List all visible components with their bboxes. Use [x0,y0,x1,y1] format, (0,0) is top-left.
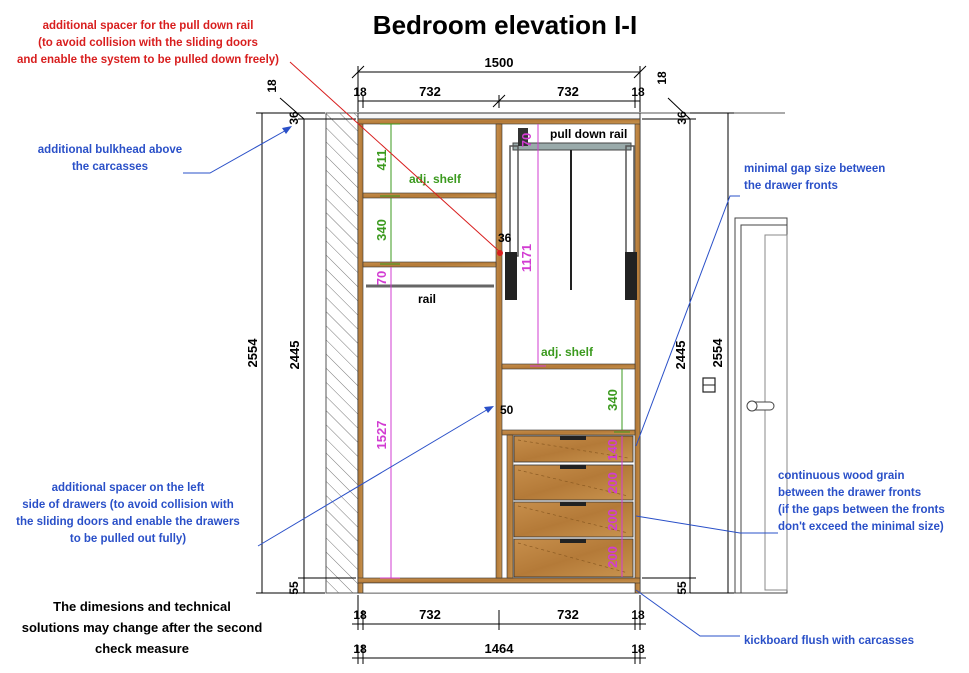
svg-text:The dimesions and technical: The dimesions and technical [53,599,231,614]
svg-text:side of drawers (to avoid coll: side of drawers (to avoid collision with [22,499,234,511]
wall-hatch [326,113,358,593]
leader-spacer-rail [290,62,500,252]
dim-top-732-left: 732 [419,84,441,99]
note-min-gap [744,163,885,192]
svg-text:additional spacer on the left: additional spacer on the left [51,482,205,494]
svg-text:the drawer fronts: the drawer fronts [744,180,838,192]
dim-left-55: 55 [287,581,301,595]
dim-left-36: 36 [287,111,301,125]
svg-text:and enable the system to be pu: and enable the system to be pulled down freely) [17,54,279,66]
dim-right-36: 36 [675,111,689,125]
dim-bottom-1464: 1464 [484,641,514,656]
rail-label: rail [418,292,437,306]
dim-200-3: 200 [605,546,620,568]
dim-left-18: 18 [265,79,279,93]
dim-bottom-732-left: 732 [419,607,441,622]
dim-200-1: 200 [605,472,620,494]
door [735,218,787,593]
dim-bottom2-18-right: 18 [631,642,645,656]
dim-top-18-right: 18 [631,85,645,99]
dim-340-left: 340 [374,219,389,241]
svg-text:minimal gap size between: minimal gap size between [744,163,886,175]
dim-70-left: 70 [374,270,389,286]
svg-text:(to avoid collision with the s: (to avoid collision with the sliding doors [38,37,258,49]
dim-bottom-18-left: 18 [353,608,367,622]
dim-340-right: 340 [605,389,620,411]
dim-right-18: 18 [655,71,669,85]
dim-bottom2-18-left: 18 [353,642,367,656]
dim-left-2554: 2554 [245,338,260,368]
dim-1171: 1171 [519,243,534,273]
dim-left-2445: 2445 [287,340,302,370]
dim-right-2554: 2554 [710,338,725,368]
adj-shelf-label-left: adj. shelf [409,172,462,186]
leader-kickboard [636,590,740,636]
dim-right-2445: 2445 [673,340,688,370]
bulkhead [358,113,640,119]
middle-divider [496,124,502,578]
note-spacer-drawers [16,482,240,545]
note-wood-grain [778,470,945,533]
svg-text:(if the gaps between the front: (if the gaps between the fronts [778,504,945,516]
drawer-spacer [507,435,513,578]
page-title: Bedroom elevation I-I [372,10,638,40]
dim-top-18-left: 18 [353,85,367,99]
dim-top-732-right: 732 [557,84,579,99]
svg-text:additional spacer for the pull: additional spacer for the pull down rail [42,20,254,32]
pull-down-rail-mechanism [505,128,637,300]
svg-text:continuous wood grain: continuous wood grain [778,470,905,482]
svg-text:to be pulled out fully): to be pulled out fully) [69,533,187,545]
adj-shelf-label-right: adj. shelf [541,345,594,359]
dim-right-55: 55 [675,581,689,595]
svg-text:solutions may change after the: solutions may change after the second [21,620,263,635]
dim-bottom-732-right: 732 [557,607,579,622]
dim-411: 411 [374,149,389,171]
kickboard [363,583,635,593]
dim-1527: 1527 [374,420,389,450]
svg-text:check measure: check measure [95,641,189,656]
dim-70-right: 70 [519,132,534,148]
dim-spacer-36: 36 [498,231,512,245]
svg-text:the sliding doors and enable t: the sliding doors and enable the drawers [16,516,240,528]
svg-text:the carcasses: the carcasses [71,161,149,173]
svg-text:between the drawer fronts: between the drawer fronts [778,487,922,499]
leader-min-gap [636,196,740,446]
note-spacer-rail [17,20,279,66]
pull-down-rail-label: pull down rail [550,127,628,141]
dim-spacer-50: 50 [500,403,514,417]
svg-text:don't exceed the minimal size): don't exceed the minimal size) [778,521,944,533]
dim-200-2: 200 [605,509,620,531]
note-kickboard: kickboard flush with carcasses [744,635,915,647]
dim-140: 140 [605,439,620,461]
dim-bottom-18-right: 18 [631,608,645,622]
adj-shelf-right [502,364,635,369]
dim-top-1500: 1500 [484,55,514,70]
leader-wood-grain [636,516,778,533]
note-disclaimer [22,599,263,656]
leader-bulkhead [183,128,290,173]
svg-text:additional bulkhead above: additional bulkhead above [37,144,183,156]
note-bulkhead [38,144,182,173]
